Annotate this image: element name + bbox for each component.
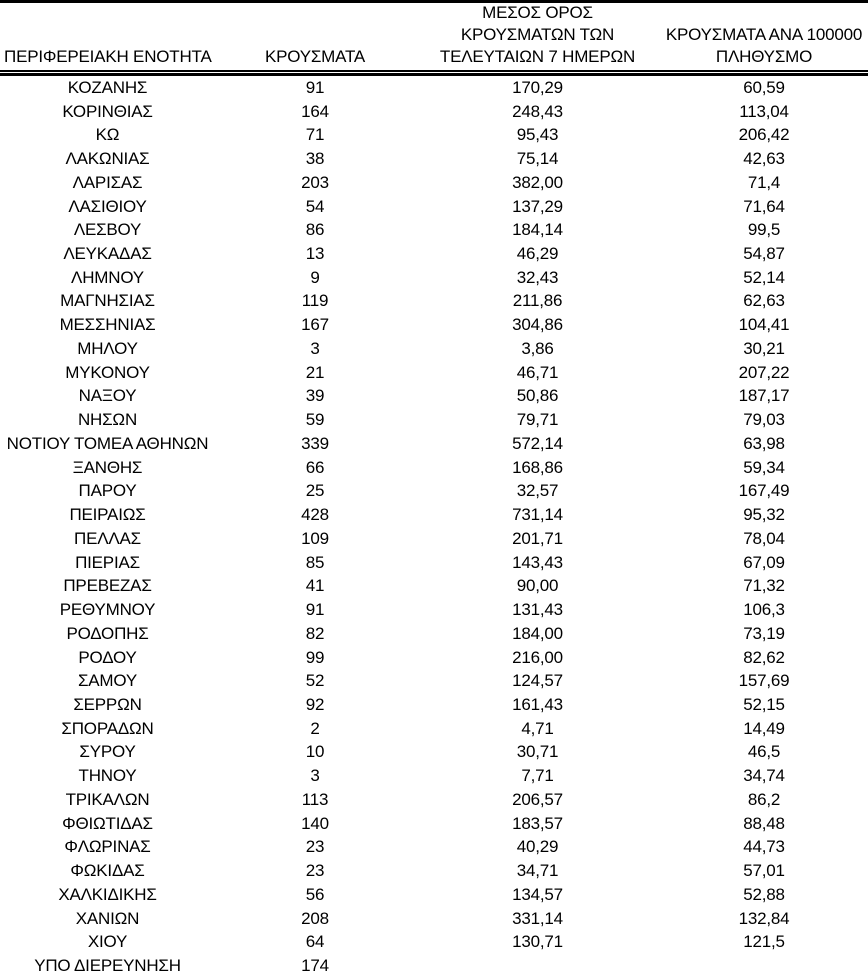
table-cell: 109 — [301, 528, 329, 548]
table-cell: 82,62 — [743, 647, 785, 667]
table-cell: 23 — [305, 837, 325, 857]
column-header-label-line: ΜΕΣΟΣ ΟΡΟΣ — [482, 3, 593, 22]
table-cell: 44,73 — [743, 837, 785, 857]
column-header-label: ΠΕΡΙΦΕΡΕΙΑΚΗ ΕΝΟΤΗΤΑ — [4, 47, 212, 66]
table-cell: 132,84 — [738, 908, 790, 928]
table-cell: 32,57 — [516, 481, 559, 501]
header-separator-thin-line — [0, 70, 868, 72]
table-cell: ΣΠΟΡΑΔΩΝ — [61, 718, 154, 738]
table-cell: 167 — [301, 315, 329, 335]
table-cell: 46,71 — [516, 362, 559, 382]
table-cell: 2 — [310, 718, 320, 738]
table-cell: ΜΗΛΟΥ — [77, 338, 138, 358]
table-row — [0, 290, 868, 314]
table-cell: 78,04 — [743, 528, 785, 548]
table-cell: 21 — [305, 362, 325, 382]
table-cell: 64 — [305, 932, 325, 952]
table-cell: 91 — [305, 600, 325, 620]
table-cell: ΚΟΡΙΝΘΙΑΣ — [62, 101, 153, 121]
table-cell: 46,29 — [516, 244, 559, 264]
table-cell: ΧΑΝΙΩΝ — [75, 908, 140, 928]
table-cell: 216,00 — [512, 647, 563, 667]
table-cell: 201,71 — [512, 528, 563, 548]
table-cell: ΦΛΩΡΙΝΑΣ — [64, 837, 151, 857]
table-cell: 34,74 — [743, 766, 785, 786]
table-row — [0, 883, 868, 907]
table-cell: ΜΥΚΟΝΟΥ — [65, 362, 150, 382]
table-cell: ΛΑΚΩΝΙΑΣ — [65, 149, 150, 169]
table-cell: ΜΕΣΣΗΝΙΑΣ — [59, 315, 156, 335]
table-cell: 62,63 — [743, 291, 785, 311]
table-cell: 25 — [305, 481, 325, 501]
table-cell: 99,5 — [747, 220, 781, 240]
table-cell: 23 — [305, 861, 325, 881]
table-cell: 3,86 — [521, 338, 554, 358]
table-row — [0, 147, 868, 171]
table-cell: ΛΑΣΙΘΙΟΥ — [68, 196, 147, 216]
column-header-label: ΚΡΟΥΣΜΑΤΑ — [264, 47, 366, 66]
table-cell: 183,57 — [512, 813, 563, 833]
table-cell: 157,69 — [738, 671, 790, 691]
table-cell: 208 — [301, 908, 329, 928]
table-row — [0, 717, 868, 741]
table-cell: 14,49 — [743, 718, 785, 738]
table-cell: 187,17 — [738, 386, 790, 406]
table-cell: 79,03 — [743, 410, 785, 430]
table-cell: 731,14 — [512, 505, 563, 525]
table-cell: ΧΙΟΥ — [87, 932, 128, 952]
table-cell: 50,86 — [516, 386, 559, 406]
table-cell: 106,3 — [743, 600, 785, 620]
table-cell: ΣΕΡΡΩΝ — [73, 695, 142, 715]
table-cell: 75,14 — [516, 149, 559, 169]
table-cell: 32,43 — [516, 267, 559, 287]
table-cell: 3 — [310, 766, 320, 786]
table-cell: ΠΙΕΡΙΑΣ — [75, 552, 140, 572]
table-cell: ΦΩΚΙΔΑΣ — [70, 861, 145, 881]
table-row — [0, 195, 868, 219]
table-row — [0, 859, 868, 883]
table-cell: ΠΡΕΒΕΖΑΣ — [63, 576, 152, 596]
table-cell: 134,57 — [512, 884, 563, 904]
table-cell: 184,14 — [512, 220, 563, 240]
table-cell: 339 — [301, 433, 329, 453]
table-cell: 428 — [301, 505, 329, 525]
table-cell: 71,4 — [747, 172, 781, 192]
table-cell: 90,00 — [516, 576, 559, 596]
table-cell: ΡΟΔΟΠΗΣ — [66, 623, 149, 643]
table-cell: 30,71 — [516, 742, 559, 762]
table-cell: 52,15 — [743, 695, 785, 715]
table-row — [0, 669, 868, 693]
table-row — [0, 408, 868, 432]
table-row — [0, 598, 868, 622]
table-cell: ΛΑΡΙΣΑΣ — [72, 172, 143, 192]
table-cell: ΝΟΤΙΟΥ ΤΟΜΕΑ ΑΘΗΝΩΝ — [6, 433, 209, 453]
table-row — [0, 313, 868, 337]
table-cell: 52,14 — [743, 267, 785, 287]
table-row — [0, 385, 868, 409]
table-cell: 95,43 — [516, 125, 559, 145]
table-cell: 71 — [305, 125, 325, 145]
table-cell: ΤΗΝΟΥ — [78, 766, 137, 786]
table-row — [0, 646, 868, 670]
table-cell: ΣΥΡΟΥ — [79, 742, 136, 762]
table-cell: 30,21 — [743, 338, 785, 358]
column-header-regional-unit — [0, 3, 215, 70]
table-cell: ΜΑΓΝΗΣΙΑΣ — [60, 291, 155, 311]
table-row — [0, 456, 868, 480]
table-cell: ΠΕΛΛΑΣ — [74, 528, 141, 548]
table-cell: 59,34 — [743, 457, 785, 477]
table-cell: 95,32 — [743, 505, 785, 525]
table-cell: 10 — [305, 742, 325, 762]
table-cell: 52 — [305, 671, 325, 691]
table-cell: ΧΑΛΚΙΔΙΚΗΣ — [58, 884, 157, 904]
table-cell: 161,43 — [512, 695, 563, 715]
table-cell: ΡΟΔΟΥ — [78, 647, 137, 667]
table-cell: 54 — [305, 196, 325, 216]
table-cell: 206,57 — [512, 789, 563, 809]
table-cell: 57,01 — [743, 861, 785, 881]
table-cell: 46,5 — [747, 742, 781, 762]
table-cell: ΞΑΝΘΗΣ — [72, 457, 143, 477]
table-row — [0, 76, 868, 100]
table-row — [0, 954, 868, 978]
table-cell: 121,5 — [743, 932, 785, 952]
table-row — [0, 836, 868, 860]
table-cell: 382,00 — [512, 172, 563, 192]
table-row — [0, 764, 868, 788]
table-cell: 13 — [305, 244, 325, 264]
table-cell: 39 — [305, 386, 325, 406]
table-cell: 248,43 — [512, 101, 563, 121]
table-cell: 168,86 — [512, 457, 563, 477]
table-cell: 211,86 — [512, 291, 563, 311]
table-cell: 207,22 — [738, 362, 790, 382]
table-cell: ΦΘΙΩΤΙΔΑΣ — [62, 813, 153, 833]
table-cell: 7,71 — [521, 766, 554, 786]
table-cell: 60,59 — [743, 77, 785, 97]
table-cell: ΝΗΣΩΝ — [77, 410, 138, 430]
table-row — [0, 503, 868, 527]
table-cell: 131,43 — [512, 600, 563, 620]
table-cell: ΠΕΙΡΑΙΩΣ — [69, 505, 146, 525]
table-cell: 38 — [305, 149, 325, 169]
table-row — [0, 123, 868, 147]
table-cell: 85 — [305, 552, 325, 572]
table-cell: 82 — [305, 623, 325, 643]
table-cell: 67,09 — [743, 552, 785, 572]
table-body — [0, 76, 868, 978]
table-cell: ΥΠΟ ΔΙΕΡΕΥΝΗΣΗ — [34, 956, 181, 976]
table-row — [0, 741, 868, 765]
table-row — [0, 218, 868, 242]
table-cell: 167,49 — [738, 481, 790, 501]
table-cell: 41 — [305, 576, 325, 596]
table-cell: 572,14 — [512, 433, 563, 453]
table-cell: 99 — [305, 647, 325, 667]
table-cell: ΛΗΜΝΟΥ — [71, 267, 144, 287]
table-cell: 63,98 — [743, 433, 785, 453]
table-cell: 9 — [310, 267, 320, 287]
table-row — [0, 907, 868, 931]
table-cell: 66 — [305, 457, 325, 477]
column-header-label-line: ΚΡΟΥΣΜΑΤΑ ΑΝΑ 100000 — [665, 25, 863, 44]
table-cell: 40,29 — [516, 837, 559, 857]
table-cell: 86,2 — [747, 789, 781, 809]
table-cell: 92 — [305, 695, 325, 715]
table-cell: 184,00 — [512, 623, 563, 643]
table-cell: 164 — [301, 101, 329, 121]
table-row — [0, 788, 868, 812]
table-cell: ΠΑΡΟΥ — [78, 481, 137, 501]
table-cell: 71,32 — [743, 576, 785, 596]
table-cell: ΣΑΜΟΥ — [77, 671, 138, 691]
column-header-cases-per-100000 — [660, 3, 868, 70]
table-row — [0, 931, 868, 955]
table-row — [0, 266, 868, 290]
table-header-row — [0, 3, 868, 70]
table-cell: 140 — [301, 813, 329, 833]
table-cell: 71,64 — [743, 196, 785, 216]
table-row — [0, 242, 868, 266]
table-cell: 4,71 — [521, 718, 554, 738]
table-cell: 124,57 — [512, 671, 563, 691]
table-cell: 113 — [301, 789, 329, 809]
table-cell: 170,29 — [512, 77, 563, 97]
table-cell: 130,71 — [512, 932, 563, 952]
table-row — [0, 574, 868, 598]
table-cell: 42,63 — [743, 149, 785, 169]
table-row — [0, 337, 868, 361]
table-cell: 113,04 — [739, 101, 789, 121]
table-cell: 52,88 — [743, 884, 785, 904]
table-row — [0, 100, 868, 124]
column-header-label-line: ΤΕΛΕΥΤΑΙΩΝ 7 ΗΜΕΡΩΝ — [439, 47, 636, 66]
table-row — [0, 171, 868, 195]
table-cell: 59 — [305, 410, 325, 430]
table-cell: ΚΩ — [95, 125, 120, 145]
column-header-cases — [215, 3, 415, 70]
table-cell: 174 — [301, 956, 329, 976]
table-cell: 206,42 — [738, 125, 790, 145]
table-row — [0, 480, 868, 504]
table-cell: 56 — [305, 884, 325, 904]
table-cell: 304,86 — [512, 315, 563, 335]
table-row — [0, 693, 868, 717]
table-cell: 54,87 — [743, 244, 785, 264]
table-row — [0, 527, 868, 551]
table-cell: ΡΕΘΥΜΝΟΥ — [59, 600, 156, 620]
table-cell: 88,48 — [743, 813, 785, 833]
table-cell: 143,43 — [512, 552, 563, 572]
table-row — [0, 622, 868, 646]
table-cell: ΚΟΖΑΝΗΣ — [67, 77, 148, 97]
table-cell: 34,71 — [516, 861, 559, 881]
table-row — [0, 361, 868, 385]
table-cell: ΛΕΣΒΟΥ — [73, 220, 142, 240]
table-row — [0, 432, 868, 456]
table-cell: 119 — [301, 291, 329, 311]
column-header-label-line: ΚΡΟΥΣΜΑΤΩΝ ΤΩΝ — [460, 25, 615, 44]
table-cell: ΛΕΥΚΑΔΑΣ — [63, 244, 152, 264]
table-cell: ΝΑΞΟΥ — [78, 386, 137, 406]
table-cell: 137,29 — [512, 196, 563, 216]
table-cell: 73,19 — [743, 623, 785, 643]
table-row — [0, 812, 868, 836]
table-cell: 86 — [305, 220, 325, 240]
table-row — [0, 551, 868, 575]
table-cell: 3 — [310, 338, 320, 358]
column-header-7day-average — [415, 3, 660, 70]
table-cell: 79,71 — [516, 410, 559, 430]
table-cell: 91 — [305, 77, 325, 97]
table-cell: 104,41 — [738, 315, 790, 335]
table-cell: 331,14 — [512, 908, 563, 928]
column-header-label-line: ΠΛΗΘΥΣΜΟ — [715, 47, 813, 66]
table-cell: ΤΡΙΚΑΛΩΝ — [65, 789, 150, 809]
table-cell: 203 — [301, 172, 329, 192]
